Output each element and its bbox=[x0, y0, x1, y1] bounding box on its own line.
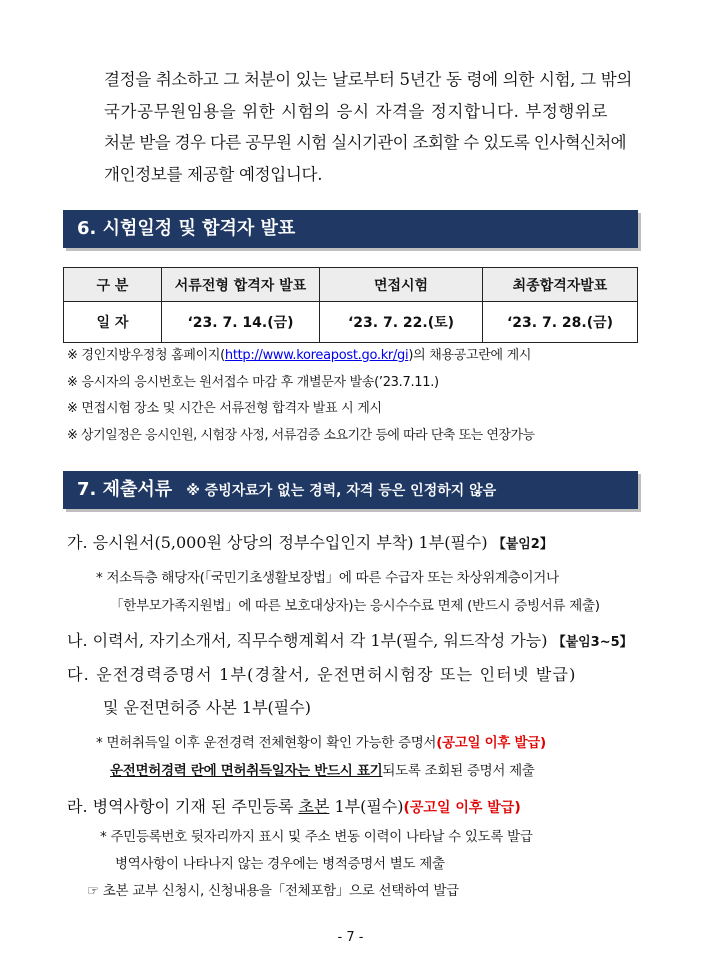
item-text: * 면허취득일 이후 운전경력 전체현황이 확인 가능한 증명서 bbox=[96, 735, 437, 751]
item-ga-sub: * 저소득층 해당자(「국민기초생활보장법」에 따른 수급자 또는 차상위계층이거나 bbox=[96, 570, 559, 586]
table-cell: 일 자 bbox=[64, 302, 162, 343]
item-ra-sub: * 주민등록번호 뒷자리까지 표시 및 주소 변동 이력이 나타날 수 있도록 발급 bbox=[100, 829, 533, 845]
item-text: 나. 이력서, 자기소개서, 직무수행계획서 각 1부(필수, 워드작성 가능) bbox=[67, 631, 553, 650]
table-row bbox=[64, 302, 638, 343]
table-cell: ‘23. 7. 28.(금) bbox=[483, 302, 638, 343]
table-header-cell: 구 분 bbox=[64, 268, 162, 302]
table-header-cell: 면접시험 bbox=[320, 268, 483, 302]
note-text: ※ 경인지방우정청 홈페이지( bbox=[67, 348, 225, 363]
item-ra-sub: 병역사항이 나타나지 않는 경우에는 병적증명서 별도 제출 bbox=[115, 856, 445, 872]
schedule-table bbox=[63, 267, 638, 343]
table-cell: ‘23. 7. 22.(토) bbox=[320, 302, 483, 343]
item-da-cont: 및 운전면허증 사본 1부(필수) bbox=[103, 698, 311, 717]
intro-line: 개인정보를 제공할 예정입니다. bbox=[104, 164, 323, 184]
homepage-link[interactable]: http://www.koreapost.go.kr/gi bbox=[224, 348, 409, 363]
item-text: 가. 응시원서(5,000원 상당의 정부수입인지 부착) 1부(필수) bbox=[67, 533, 493, 552]
item-da-sub bbox=[96, 731, 546, 751]
note-text: )의 채용공고란에 게시 bbox=[408, 348, 532, 363]
section-7-header bbox=[63, 471, 638, 509]
intro-paragraph bbox=[104, 64, 644, 190]
highlight-text: (공고일 이후 발급) bbox=[436, 735, 546, 751]
item-na bbox=[67, 628, 633, 651]
table-cell: ‘23. 7. 14.(금) bbox=[162, 302, 320, 343]
intro-line: 처분 받을 경우 다른 공무원 시험 실시기관이 조회할 수 있도록 인사혁신처에 bbox=[104, 133, 626, 152]
section-7-note: ※ 증빙자료가 없는 경력, 자격 등은 인정하지 않음 bbox=[186, 483, 497, 499]
table-header-cell: 최종합격자발표 bbox=[483, 268, 638, 302]
item-ga-sub: 「한부모가족지원법」에 따른 보호대상자)는 응시수수료 면제 (반드시 증빙서류 제출) bbox=[110, 598, 600, 614]
item-text: 1부(필수) bbox=[329, 797, 404, 816]
note-item: ※ 상기일정은 응시인원, 시험장 사정, 서류검증 소요기간 등에 따라 단축 또는 연장가능 bbox=[67, 427, 535, 443]
table-header-row bbox=[64, 268, 638, 302]
note-item bbox=[67, 343, 667, 370]
schedule-notes bbox=[67, 343, 667, 449]
intro-line: 국가공무원임용을 위한 시험의 응시 자격을 정지합니다. 부정행위로 bbox=[104, 101, 609, 121]
item-text: 되도록 조회된 증명서 제출 bbox=[382, 763, 535, 779]
section-6-title: 6. 시험일정 및 합격자 발표 bbox=[77, 218, 296, 239]
section-6-header bbox=[63, 210, 638, 248]
page-number: - 7 - bbox=[337, 930, 364, 945]
attachment-tag: 【붙임2】 bbox=[492, 537, 553, 552]
item-text: 라. 병역사항이 기재 된 주민등록 bbox=[67, 797, 299, 816]
note-item: ※ 면접시험 장소 및 시간은 서류전형 합격자 발표 시 게시 bbox=[67, 401, 382, 416]
emphasis-text: 운전면허경력 란에 면허취득일자는 반드시 표기 bbox=[110, 763, 383, 779]
section-7-title: 7. 제출서류 bbox=[77, 479, 173, 500]
intro-line: 결정을 취소하고 그 처분이 있는 날로부터 5년간 동 령에 의한 시험, 그 밖의 bbox=[104, 70, 633, 89]
note-item: ※ 응시자의 응시번호는 원서접수 마감 후 개별문자 발송(’23.7.11.) bbox=[67, 374, 439, 390]
item-ga bbox=[67, 530, 553, 553]
highlight-text: (공고일 이후 발급) bbox=[403, 800, 521, 816]
item-da: 다. 운전경력증명서 1부(경찰서, 운전면허시험장 또는 인터넷 발급) bbox=[67, 665, 577, 684]
item-ra-sub: ☞ 초본 교부 신청시, 신청내용을「전체포함」으로 선택하여 발급 bbox=[87, 883, 459, 899]
item-ra bbox=[67, 794, 521, 817]
table-header-cell: 서류전형 합격자 발표 bbox=[162, 268, 320, 302]
emphasis-text: 초본 bbox=[298, 797, 330, 816]
attachment-tag: 【붙임3~5】 bbox=[552, 635, 633, 650]
item-da-sub bbox=[110, 759, 535, 779]
